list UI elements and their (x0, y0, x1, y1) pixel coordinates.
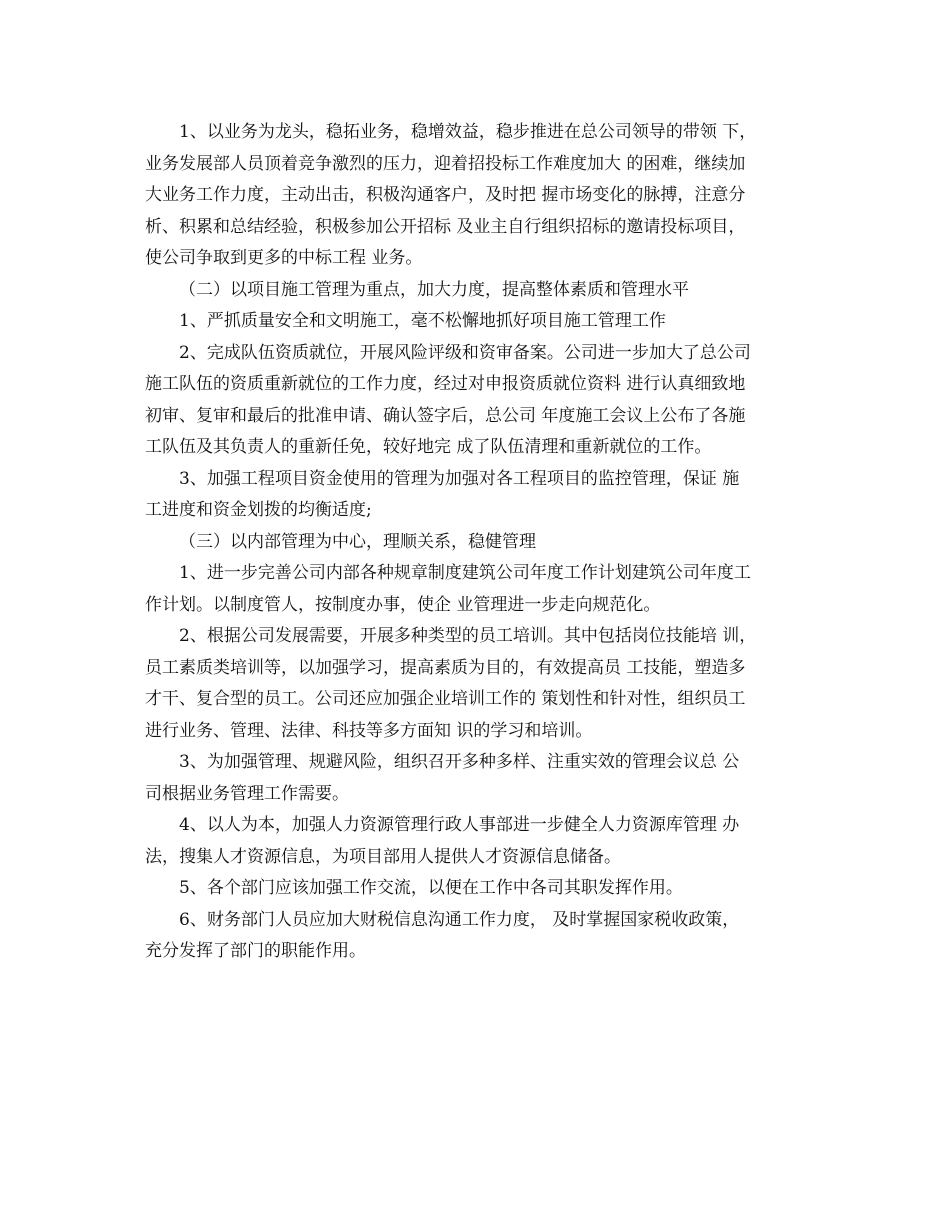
text-line: 1、严抓质量安全和文明施工，毫不松懈地抓好项目施工管理工作 (179, 311, 666, 331)
text-line: 充分发挥了部门的职能作用。 (145, 941, 366, 961)
text-line: 3、加强工程项目资金使用的管理为加强对各工程项目的监控管理，保证 施 (179, 468, 740, 489)
section-heading-project-management (145, 275, 808, 307)
paragraph-team-qualification (145, 338, 808, 464)
text-line: 工队伍及其负责人的重新任免，较好地完 成了队伍清理和重新就位的工作。 (145, 437, 712, 457)
paragraph-human-resources (145, 810, 808, 873)
text-line: 1、进一步完善公司内部各种规章制度建筑公司年度工作计划建筑公司年度工 (179, 563, 751, 583)
paragraph-staff-training (145, 621, 808, 747)
text-line: 4、以人为本，加强人力资源管理行政人事部进一步健全人力资源库管理 办 (179, 815, 740, 835)
text-line: 3、为加强管理、规避风险，组织召开多种多样、注重实效的管理会议总 公 (179, 752, 740, 772)
paragraph-department-communication (145, 873, 808, 905)
paragraph-business-expansion (145, 117, 808, 275)
paragraph-fund-management (145, 464, 808, 527)
text-line: 法，搜集人才资源信息，为项目部用人提供人才资源信息储备。 (145, 846, 621, 867)
text-line: 大业务工作力度，主动出击，积极沟通客户，及时把 握市场变化的脉搏，注意分 (145, 185, 746, 205)
text-line: 2、完成队伍资质就位，开展风险评级和资审备案。公司进一步加大了总公司 (179, 342, 751, 363)
text-line: 2、根据公司发展需要，开展多种类型的员工培训。其中包括岗位技能培 训， (179, 626, 757, 646)
text-line: 业务发展部人员顶着竞争激烈的压力，迎着招投标工作难度加大 的困难，继续加 (145, 153, 746, 174)
section-heading: （三）以内部管理为中心，理顺关系，稳健管理 (179, 531, 536, 552)
text-line: 才干、复合型的员工。公司还应加强企业培训工作的 策划性和针对性，组织员工 (145, 689, 746, 709)
text-line: 析、积累和总结经验，积极参加公开招标 及业主自行组织招标的邀请投标项目， (145, 216, 746, 237)
text-line: 施工队伍的资质重新就位的工作力度，经过对申报资质就位资料 进行认真细致地 (145, 374, 746, 394)
section-heading-internal-management (145, 527, 808, 559)
text-line: 工进度和资金划拨的均衡适度; (145, 500, 372, 520)
paragraph-quality-safety (145, 306, 808, 338)
paragraph-management-meetings (145, 747, 808, 810)
paragraph-finance-tax (145, 905, 808, 968)
text-line: 5、各个部门应该加强工作交流，以便在工作中各司其职发挥作用。 (179, 878, 683, 898)
text-line: 使公司争取到更多的中标工程 业务。 (145, 248, 423, 268)
text-line: 6、财务部门人员应加大财税信息沟通工作力度， 及时掌握国家税收政策， (179, 909, 740, 930)
paragraph-rules-system (145, 558, 808, 621)
text-line: 初审、复审和最后的批准申请、确认签字后，总公司 年度施工会议上公布了各施 (145, 405, 746, 426)
text-line: 司根据业务管理工作需要。 (145, 783, 349, 804)
text-line: 员工素质类培训等，以加强学习，提高素质为目的，有效提高员 工技能，塑造多 (145, 657, 746, 678)
document-page (145, 117, 808, 968)
text-line: 进行业务、管理、法律、科技等多方面知 识的学习和培训。 (145, 720, 593, 741)
text-line: 作计划。以制度管人，按制度办事，使企 业管理进一步走向规范化。 (145, 594, 661, 615)
section-heading: （二）以项目施工管理为重点，加大力度，提高整体素质和管理水平 (179, 279, 689, 300)
text-line: 1、以业务为龙头，稳拓业务，稳增效益，稳步推进在总公司领导的带领 下， (179, 122, 757, 142)
